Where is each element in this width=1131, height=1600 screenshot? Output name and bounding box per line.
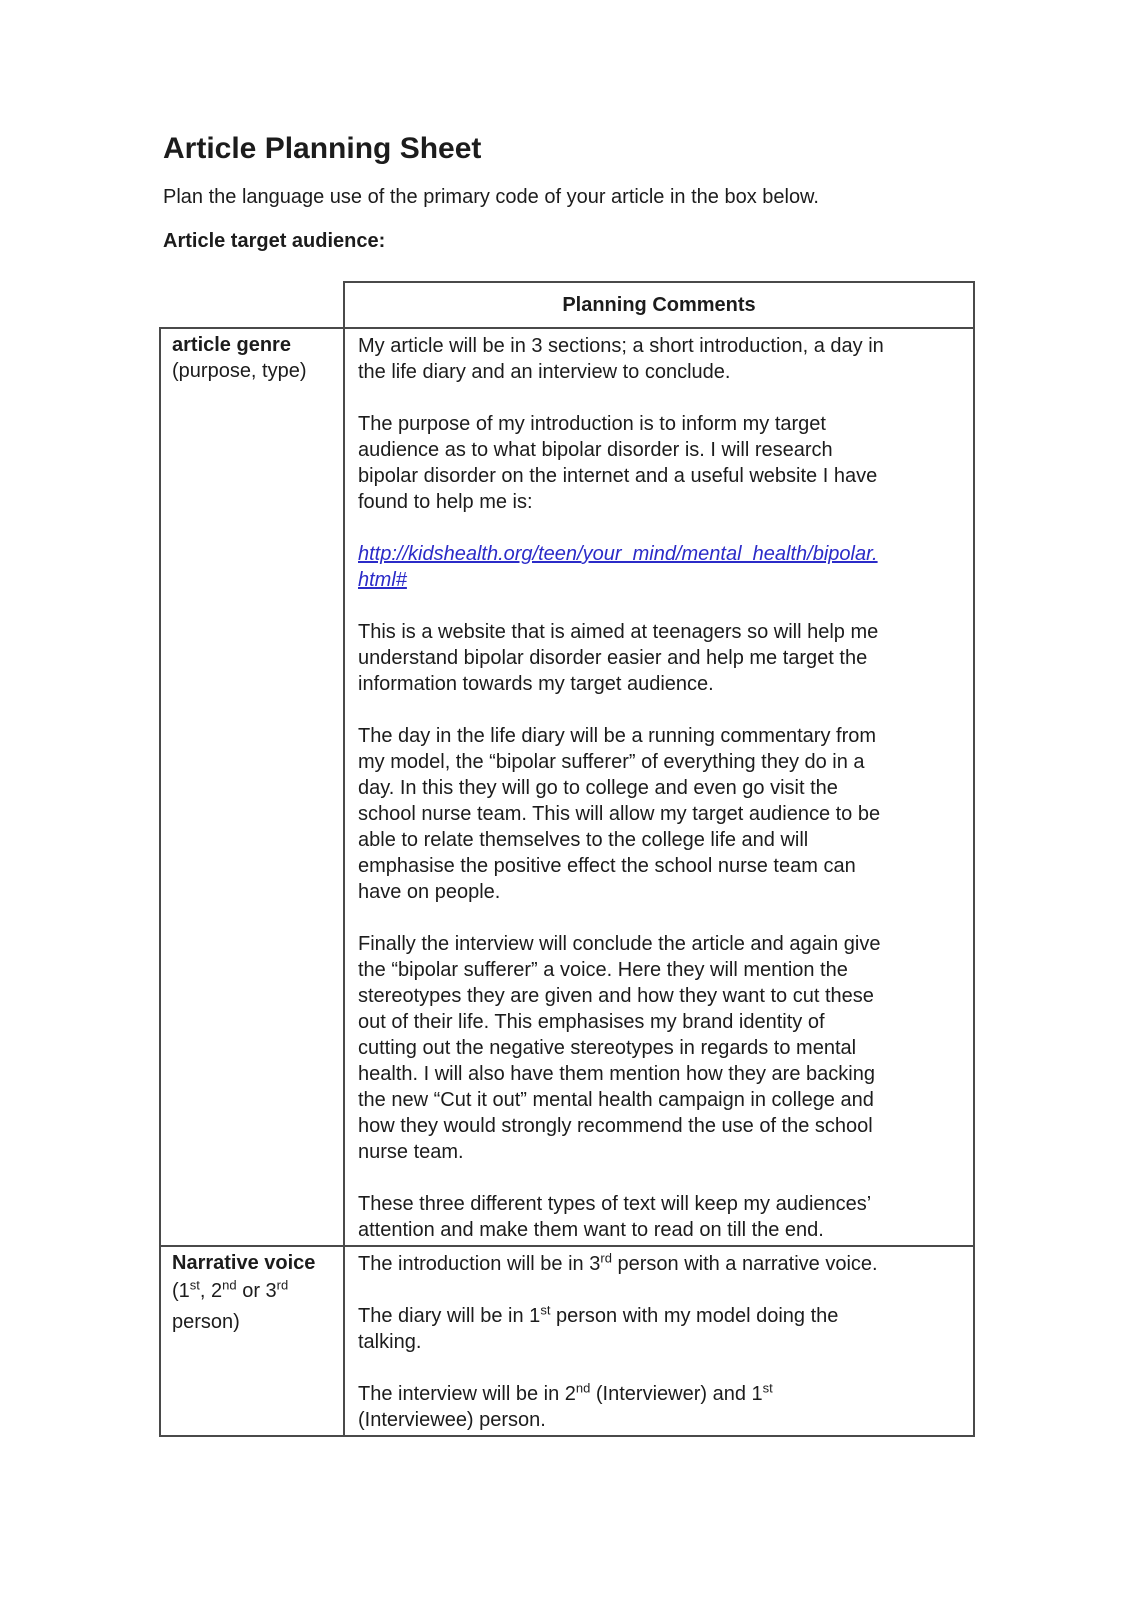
row-label: article genre (172, 334, 291, 356)
text-run: This is a website that is aimed at teenagers so will help me (358, 621, 879, 643)
text-run: My article will be in 3 sections; a short introduction, a day in (358, 335, 884, 357)
text-run: the “bipolar sufferer” a voice. Here they will mention the (358, 959, 848, 981)
paragraph (358, 1303, 957, 1355)
text-run: have on people. (358, 881, 501, 903)
text-run: These three different types of text will keep my audiences’ (358, 1193, 872, 1215)
superscript-ordinal: rd (600, 1250, 612, 1266)
table-row-narrative-voice (160, 1246, 974, 1436)
text-run: bipolar disorder on the internet and a useful website I have (358, 465, 878, 487)
row-label-sub (172, 1276, 335, 1338)
audience-label: Article target audience: (163, 230, 386, 252)
row-label-cell-narrative-voice (160, 1246, 344, 1436)
header-empty-cell (160, 282, 344, 328)
paragraph (358, 619, 957, 697)
paragraph (358, 541, 957, 593)
text-run: understand bipolar disorder easier and help me target the (358, 647, 868, 669)
superscript-ordinal: st (540, 1302, 551, 1318)
planning-table (159, 281, 975, 1437)
text-run: found to help me is: (358, 491, 533, 513)
text-run: cutting out the negative stereotypes in regards to mental (358, 1037, 857, 1059)
text-run: person with a narrative voice. (611, 1253, 878, 1275)
text-run: able to relate themselves to the college life and will (358, 829, 809, 851)
text-run: health. I will also have them mention how they are backing (358, 1063, 875, 1085)
text-run: school nurse team. This will allow my target audience to be (358, 803, 881, 825)
superscript-ordinal: st (762, 1380, 773, 1396)
text-run: person with my model doing the (550, 1305, 839, 1327)
paragraph (358, 333, 957, 385)
superscript-ordinal: nd (222, 1277, 237, 1293)
superscript-ordinal: rd (276, 1277, 289, 1293)
text-run: audience as to what bipolar disorder is. I will research (358, 439, 833, 461)
text-run: stereotypes they are given and how they want to cut these (358, 985, 874, 1007)
text-run: emphasise the positive effect the school nurse team can (358, 855, 856, 877)
text-run: (Interviewer) and 1 (590, 1383, 763, 1405)
kidshealth-hyperlink[interactable]: http://kidshealth.org/teen/your_mind/mental_health/bipolar. (358, 543, 878, 565)
table-row-article-genre (160, 328, 974, 1246)
row-label: Narrative voice (172, 1252, 316, 1274)
page-title: Article Planning Sheet (163, 132, 482, 165)
text-run: (1 (172, 1280, 190, 1302)
text-run: The day in the life diary will be a running commentary from (358, 725, 877, 747)
paragraph (358, 1191, 957, 1243)
header-row (160, 282, 974, 328)
superscript-ordinal: st (189, 1277, 200, 1293)
text-run: talking. (358, 1331, 422, 1353)
intro-text: Plan the language use of the primary code of your article in the box below. (163, 186, 819, 208)
text-run: information towards my target audience. (358, 673, 714, 695)
text-run: attention and make them want to read on till the end. (358, 1219, 824, 1241)
kidshealth-hyperlink[interactable]: html# (358, 569, 407, 591)
text-run: nurse team. (358, 1141, 464, 1163)
text-run: Finally the interview will conclude the article and again give (358, 933, 881, 955)
text-run: The introduction will be in 3 (358, 1253, 601, 1275)
row-label-cell-article-genre (160, 328, 344, 1246)
paragraph (358, 1381, 957, 1433)
superscript-ordinal: nd (575, 1380, 591, 1396)
text-run: The diary will be in 1 (358, 1305, 541, 1327)
text-run: how they would strongly recommend the use of the school (358, 1115, 873, 1137)
paragraph (358, 411, 957, 515)
text-run: my model, the “bipolar sufferer” of everything they do in a (358, 751, 865, 773)
paragraph (358, 723, 957, 905)
text-run: day. In this they will go to college and even go visit the (358, 777, 838, 799)
text-run: (purpose, type) (172, 360, 307, 382)
text-run: The purpose of my introduction is to inform my target (358, 413, 826, 435)
text-run: person) (172, 1311, 240, 1333)
planning-comments-header: Planning Comments (344, 282, 974, 328)
paragraph (358, 1251, 957, 1277)
comments-cell-article-genre (344, 328, 974, 1246)
text-run: the life diary and an interview to conclude. (358, 361, 731, 383)
text-run: (Interviewee) person. (358, 1409, 546, 1431)
text-run: or 3 (236, 1280, 277, 1302)
text-run: , 2 (199, 1280, 223, 1302)
comments-cell-narrative-voice (344, 1246, 974, 1436)
text-run: the new “Cut it out” mental health campaign in college and (358, 1089, 874, 1111)
paragraph (358, 931, 957, 1165)
text-run: out of their life. This emphasises my brand identity of (358, 1011, 825, 1033)
text-run: The interview will be in 2 (358, 1383, 576, 1405)
row-label-sub (172, 358, 335, 384)
